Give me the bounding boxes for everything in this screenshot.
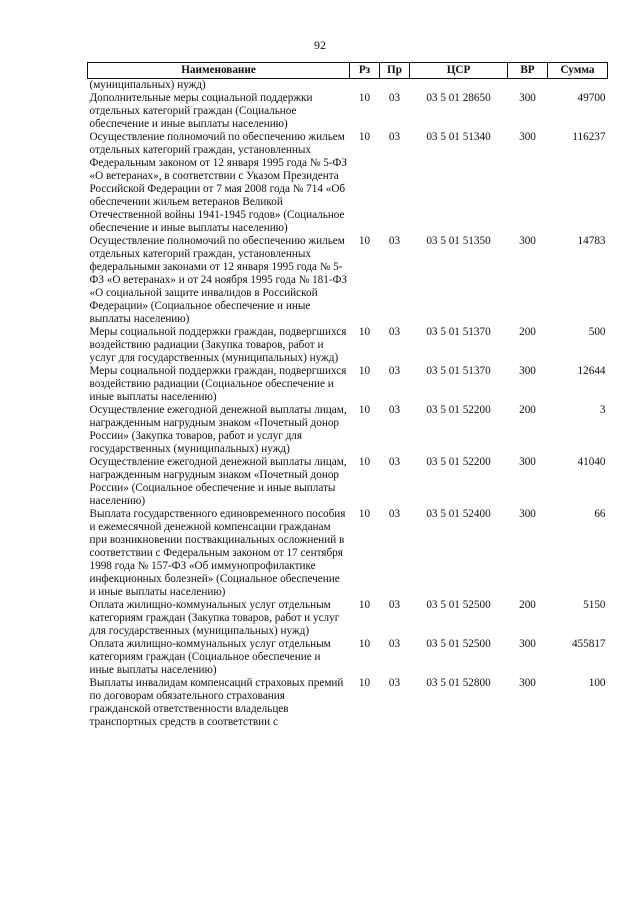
row-sum: 14783 xyxy=(577,235,606,247)
row-pr: 03 xyxy=(388,235,401,247)
row-sum: 3 xyxy=(599,404,606,416)
row-csr: 03 5 01 28650 xyxy=(426,92,491,104)
row-vr: 300 xyxy=(519,131,536,143)
row-rz: 10 xyxy=(358,326,371,338)
row-vr: 300 xyxy=(519,456,536,468)
table-row xyxy=(88,677,608,729)
table-row xyxy=(88,326,608,365)
row-sum: 49700 xyxy=(577,92,606,104)
row-pr: 03 xyxy=(388,326,401,338)
table-row xyxy=(88,508,608,599)
row-vr: 300 xyxy=(519,638,536,650)
row-pr: 03 xyxy=(388,365,401,377)
column-header-name: Наименование xyxy=(88,63,350,79)
row-csr: 03 5 01 52500 xyxy=(426,599,491,611)
row-pr: 03 xyxy=(388,92,401,104)
column-header-vr: ВР xyxy=(508,63,548,79)
column-header-rz: Рз xyxy=(350,63,380,79)
table-row xyxy=(88,404,608,456)
row-sum: 12644 xyxy=(577,365,606,377)
row-rz: 10 xyxy=(358,677,371,689)
row-vr: 300 xyxy=(519,92,536,104)
row-name: Выплата государственного единовременного пособия и ежемесячной денежной компенсации гражданам при возникновении поствакцинальных осложнений в соответствии с Федеральным законом от 17 сентября 1998 года № 157-ФЗ «Об иммунопрофилактике инфекционных болезней» (Социальное обеспечение и иные выплаты населению) xyxy=(89,508,346,598)
row-rz: 10 xyxy=(358,365,371,377)
row-pr: 03 xyxy=(388,508,401,520)
row-pr: 03 xyxy=(388,677,401,689)
row-rz: 10 xyxy=(358,404,371,416)
table-row xyxy=(88,599,608,638)
row-name: Оплата жилищно-коммунальных услуг отдельным категориям граждан (Социальное обеспечение и иные выплаты населению) xyxy=(89,638,331,676)
budget-table xyxy=(87,62,608,729)
table-row xyxy=(88,235,608,326)
row-csr: 03 5 01 51370 xyxy=(426,326,491,338)
carryover-row xyxy=(88,79,608,93)
row-vr: 300 xyxy=(519,508,536,520)
row-name: Меры социальной поддержки граждан, подвергшихся воздействию радиации (Закупка товаров, работ и услуг для государственных (муниципальных) нужд) xyxy=(89,326,347,364)
row-rz: 10 xyxy=(358,131,371,143)
row-sum: 500 xyxy=(588,326,606,338)
row-rz: 10 xyxy=(358,508,371,520)
row-name: Осуществление ежегодной денежной выплаты лицам, награжденным нагрудным знаком «Почетный донор России» (Социальное обеспечение и иные выплаты населению) xyxy=(89,456,347,507)
column-header-pr: Пр xyxy=(380,63,410,79)
column-header-sum: Сумма xyxy=(548,63,608,79)
row-rz: 10 xyxy=(358,456,371,468)
row-name: Оплата жилищно-коммунальных услуг отдельным категориям граждан (Закупка товаров, работ и услуг для государственных (муниципальных) нужд) xyxy=(89,599,340,637)
row-vr: 300 xyxy=(519,235,536,247)
row-sum: 5150 xyxy=(583,599,606,611)
page-number: 92 xyxy=(314,38,326,52)
row-csr: 03 5 01 51370 xyxy=(426,365,491,377)
row-rz: 10 xyxy=(358,92,371,104)
row-pr: 03 xyxy=(388,456,401,468)
row-rz: 10 xyxy=(358,599,371,611)
row-csr: 03 5 01 51340 xyxy=(426,131,491,143)
row-sum: 455817 xyxy=(571,638,606,650)
table-row xyxy=(88,365,608,404)
row-rz: 10 xyxy=(358,235,371,247)
table-row xyxy=(88,456,608,508)
row-sum: 100 xyxy=(588,677,606,689)
row-sum: 66 xyxy=(594,508,606,520)
row-csr: 03 5 01 52200 xyxy=(426,404,491,416)
row-vr: 300 xyxy=(519,365,536,377)
row-pr: 03 xyxy=(388,404,401,416)
table-header-row xyxy=(88,63,608,79)
row-name: Меры социальной поддержки граждан, подвергшихся воздействию радиации (Социальное обеспечение и иные выплаты населению) xyxy=(89,365,347,403)
row-sum: 41040 xyxy=(577,456,606,468)
row-vr: 200 xyxy=(519,404,536,416)
row-vr: 300 xyxy=(519,677,536,689)
row-vr: 200 xyxy=(519,599,536,611)
row-name: Дополнительные меры социальной поддержки отдельных категорий граждан (Социальное обеспечение и иные выплаты населению) xyxy=(89,92,313,130)
row-csr: 03 5 01 51350 xyxy=(426,235,491,247)
row-vr: 200 xyxy=(519,326,536,338)
carryover-text: (муниципальных) нужд) xyxy=(89,79,206,91)
row-csr: 03 5 01 52500 xyxy=(426,638,491,650)
row-sum: 116237 xyxy=(572,131,606,143)
row-name: Выплаты инвалидам компенсаций страховых премий по договорам обязательного страхования гражданской ответственности владельцев транспортных средств в соответствии с xyxy=(89,677,344,728)
row-rz: 10 xyxy=(358,638,371,650)
row-pr: 03 xyxy=(388,599,401,611)
row-name: Осуществление ежегодной денежной выплаты лицам, награжденным нагрудным знаком «Почетный донор России» (Закупка товаров, работ и услуг для государственных (муниципальных) нужд) xyxy=(89,404,347,455)
table-row xyxy=(88,92,608,131)
row-pr: 03 xyxy=(388,638,401,650)
row-name: Осуществление полномочий по обеспечению жильем отдельных категорий граждан, установленных Федеральным законом от 12 января 1995 года № 5-ФЗ «О ветеранах», в соответствии с Указом Президента Российской Федерации от 7 мая 2008 года № 714 «Об обеспечении жильем ветеранов Великой Отечественной войны 1941-1945 годов» (Социальное обеспечение и иные выплаты населению) xyxy=(89,131,347,234)
row-csr: 03 5 01 52400 xyxy=(426,508,491,520)
table-row xyxy=(88,638,608,677)
column-header-csr: ЦСР xyxy=(410,63,508,79)
row-name: Осуществление полномочий по обеспечению жильем отдельных категорий граждан, установленных федеральными законами от 12 января 1995 года № 5-ФЗ «О ветеранах» и от 24 ноября 1995 года № 181-ФЗ «О социальной защите инвалидов в Российской Федерации» (Социальное обеспечение и иные выплаты населению) xyxy=(89,235,348,325)
table-row xyxy=(88,131,608,235)
row-pr: 03 xyxy=(388,131,401,143)
row-csr: 03 5 01 52200 xyxy=(426,456,491,468)
row-csr: 03 5 01 52800 xyxy=(426,677,491,689)
